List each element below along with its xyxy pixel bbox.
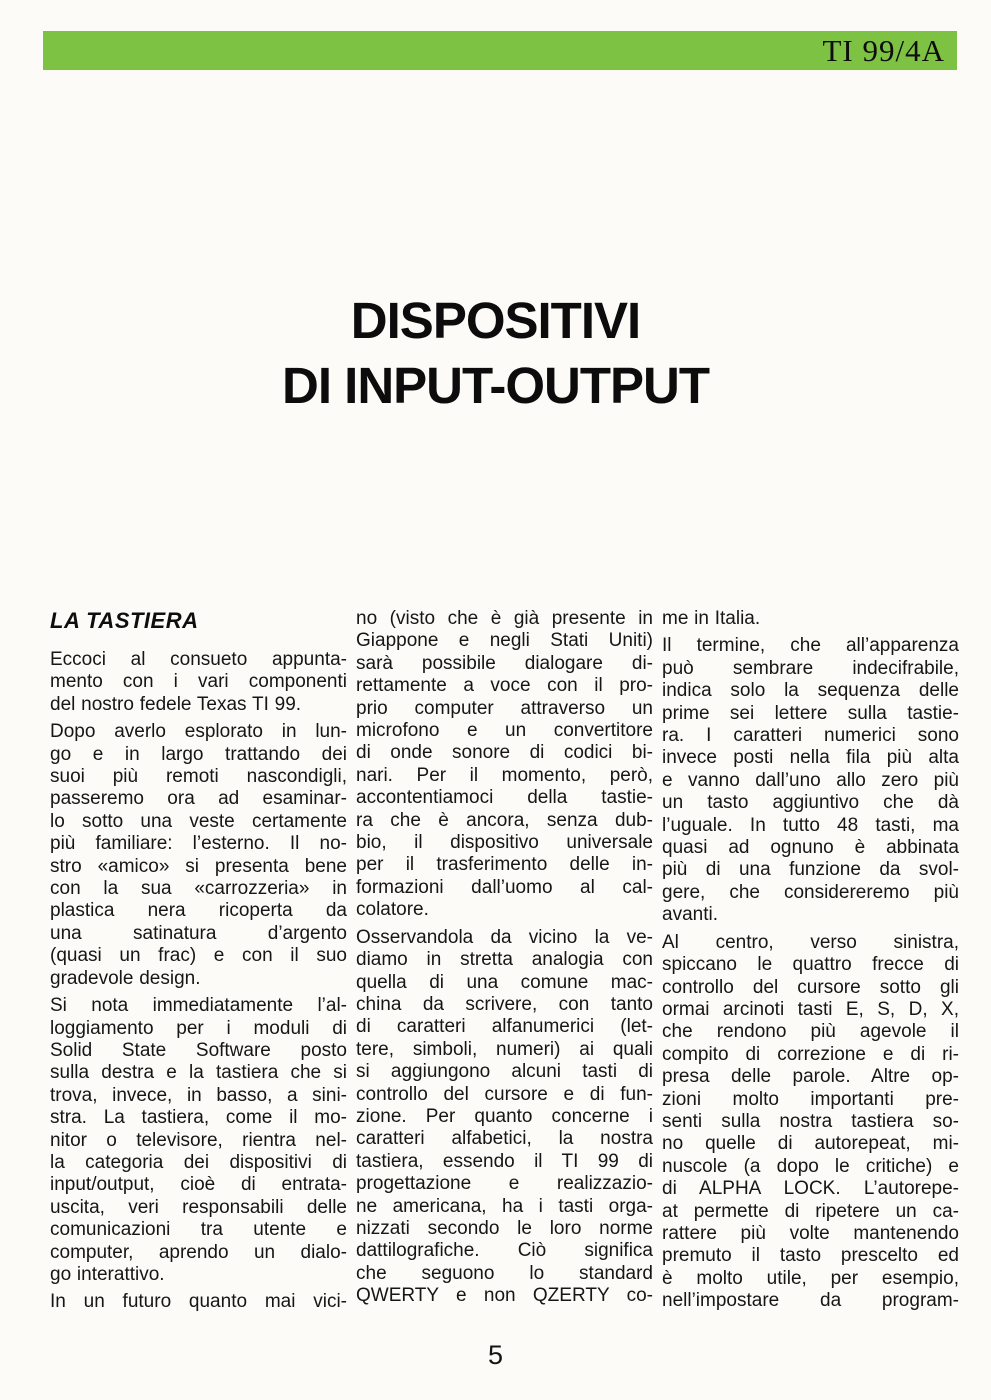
text-line: avanti. [662,904,718,926]
paragraph [50,649,347,716]
text-line: loggiamento per i moduli di [50,1017,347,1039]
text-line: che rendono più agevole il [662,1021,959,1043]
text-line: QWERTY e non QZERTY co- [356,1285,653,1307]
text-line: quella di una comune mac- [356,971,653,993]
text-line: comunicazioni tra utente e [50,1219,347,1241]
text-line: go e in largo trattando dei [50,743,347,765]
text-line: si aggiungono alcuni tasti di [356,1061,653,1083]
text-line: go interattivo. [50,1263,165,1285]
text-line: tastiera, essendo il TI 99 di [356,1150,653,1172]
text-line: colatore. [356,899,429,921]
text-line: Il termine, che all’apparenza [662,635,959,657]
text-line: at permette di ripetere un ca- [662,1200,959,1222]
text-line: e vanno dall’uno allo zero più [662,769,959,791]
text-column-2 [356,608,653,1314]
text-line: computer, aprendo un dialo- [50,1241,347,1263]
paragraph [662,608,959,630]
text-line: nizzati secondo le loro norme [356,1217,653,1239]
text-line: trova, invece, in basso, a sini- [50,1084,347,1106]
text-line: In un futuro quanto mai vici- [50,1291,347,1313]
text-line: la categoria dei dispositivi di [50,1151,347,1173]
text-line: premuto il tasto prescelto ed [662,1245,959,1267]
text-line: Osservandola da vicino la ve- [356,926,653,948]
paragraph [662,932,959,1313]
text-line: rettamente a voce con il pro- [356,675,653,697]
text-line: indica solo la sequenza delle [662,680,959,702]
section-heading: LA TASTIERA [50,608,199,633]
text-line: controllo del cursore sotto gli [662,976,959,998]
text-line: zione. Per quanto concerne i [356,1105,653,1127]
paragraph [356,608,653,922]
text-line: Dopo averlo esplorato in lun- [50,721,347,743]
text-line: gradevole design. [50,967,201,989]
paragraph [356,927,653,1308]
text-line: Al centro, verso sinistra, [662,931,959,953]
text-line: del nostro fedele Texas TI 99. [50,693,302,715]
text-line: uscita, veri responsabili delle [50,1196,347,1218]
text-line: sarà possibile dialogare di- [356,652,653,674]
text-line: suoi più remoti nascondigli, [50,766,347,788]
text-line: passeremo ora ad esaminar- [50,788,347,810]
text-line: senti sulla nostra tastiera so- [662,1110,959,1132]
text-line: spiccano le quattro frecce di [662,954,959,976]
text-line: no quelle di autorepeat, mi- [662,1133,959,1155]
text-line: prio computer attraverso un [356,697,653,719]
article-title [0,288,991,418]
header-bar [43,31,957,70]
text-line: l’uguale. In tutto 48 tasti, ma [662,814,959,836]
text-line: di ALPHA LOCK. L’autorepe- [662,1178,959,1200]
text-line: accontentiamoci della tastie- [356,787,653,809]
text-line: nitor o televisore, rientra nel- [50,1129,347,1151]
text-line: nell’impostare da program- [662,1290,959,1312]
text-line: plastica nera ricoperta da [50,900,347,922]
text-line: formazioni dall’uomo al cal- [356,876,653,898]
text-line: prime sei lettere sulla tastie- [662,702,959,724]
text-line: che seguono lo standard [356,1262,653,1284]
text-line: nari. Per il momento, però, [356,764,653,786]
text-line: presa delle parole. Altre op- [662,1066,959,1088]
text-line: input/output, cioè di entrata- [50,1174,347,1196]
text-line: è molto utile, per esempio, [662,1267,959,1289]
text-line: ormai arcinoti tasti E, S, D, X, [662,998,959,1020]
paragraph [50,1291,347,1313]
text-column-1 [50,608,347,1314]
text-line: bio, il dispositivo universale [356,832,653,854]
text-line: stra. La tastiera, come il mo- [50,1107,347,1129]
text-line: gere, che considereremo più [662,881,959,903]
text-line: quasi ad ognuno è abbinata [662,837,959,859]
text-line: con la sua «carrozzeria» in [50,878,347,900]
text-line: per il trasferimento delle in- [356,854,653,876]
text-line: diamo in stretta analogia con [356,949,653,971]
text-line: ra che è ancora, senza dub- [356,809,653,831]
article-title-line-2: DI INPUT-OUTPUT [282,357,709,414]
text-line: un tasto aggiuntivo che dà [662,792,959,814]
text-line: china da scrivere, con tanto [356,993,653,1015]
text-line: zioni molto importanti pre- [662,1088,959,1110]
text-line: Si nota immediatamente l’al- [50,995,347,1017]
text-line: di caratteri alfanumerici (let- [356,1016,653,1038]
text-line: Giappone e negli Stati Uniti) [356,630,653,652]
text-line: invece posti nella fila più alta [662,747,959,769]
page-number: 5 [487,1340,504,1370]
paragraph [662,635,959,926]
text-line: compito di correzione e di ri- [662,1043,959,1065]
text-line: controllo del cursore e di fun- [356,1083,653,1105]
text-line: sulla destra e la tastiera che si [50,1062,347,1084]
text-line: più di una funzione da svol- [662,859,959,881]
paragraph [50,721,347,990]
text-line: dattilografiche. Ciò significa [356,1240,653,1262]
text-line: ne americana, ha i tasti orga- [356,1195,653,1217]
text-line: microfono e un convertitore [356,720,653,742]
text-line: stro «amico» si presenta bene [50,855,347,877]
text-line: lo sotto una veste certamente [50,810,347,832]
paragraph [50,995,347,1286]
text-line: può sembrare indecifrabile, [662,657,959,679]
text-line: più familiare: l’esterno. Il no- [50,833,347,855]
article-title-line-1: DISPOSITIVI [350,292,641,349]
text-line: una satinatura d’argento [50,922,347,944]
text-column-3 [662,608,959,1314]
text-line: me in Italia. [662,608,761,629]
text-line: ra. I caratteri numerici sono [662,725,959,747]
text-line: Solid State Software posto [50,1039,347,1061]
article-columns [50,608,960,1314]
header-model-label: TI 99/4A [822,33,945,68]
text-line: rattere più volte mantenendo [662,1222,959,1244]
text-line: (quasi un frac) e con il suo [50,945,347,967]
text-line: Eccoci al consueto appunta- [50,649,347,670]
text-line: mento con i vari componenti [50,671,347,693]
text-line: di onde sonore di codici bi- [356,742,653,764]
text-line: nuscole (a dopo le critiche) e [662,1155,959,1177]
text-line: no (visto che è già presente in [356,608,653,629]
text-line: progettazione e realizzazio- [356,1173,653,1195]
text-line: tere, simboli, numeri) ai quali [356,1038,653,1060]
text-line: caratteri alfabetici, la nostra [356,1128,653,1150]
